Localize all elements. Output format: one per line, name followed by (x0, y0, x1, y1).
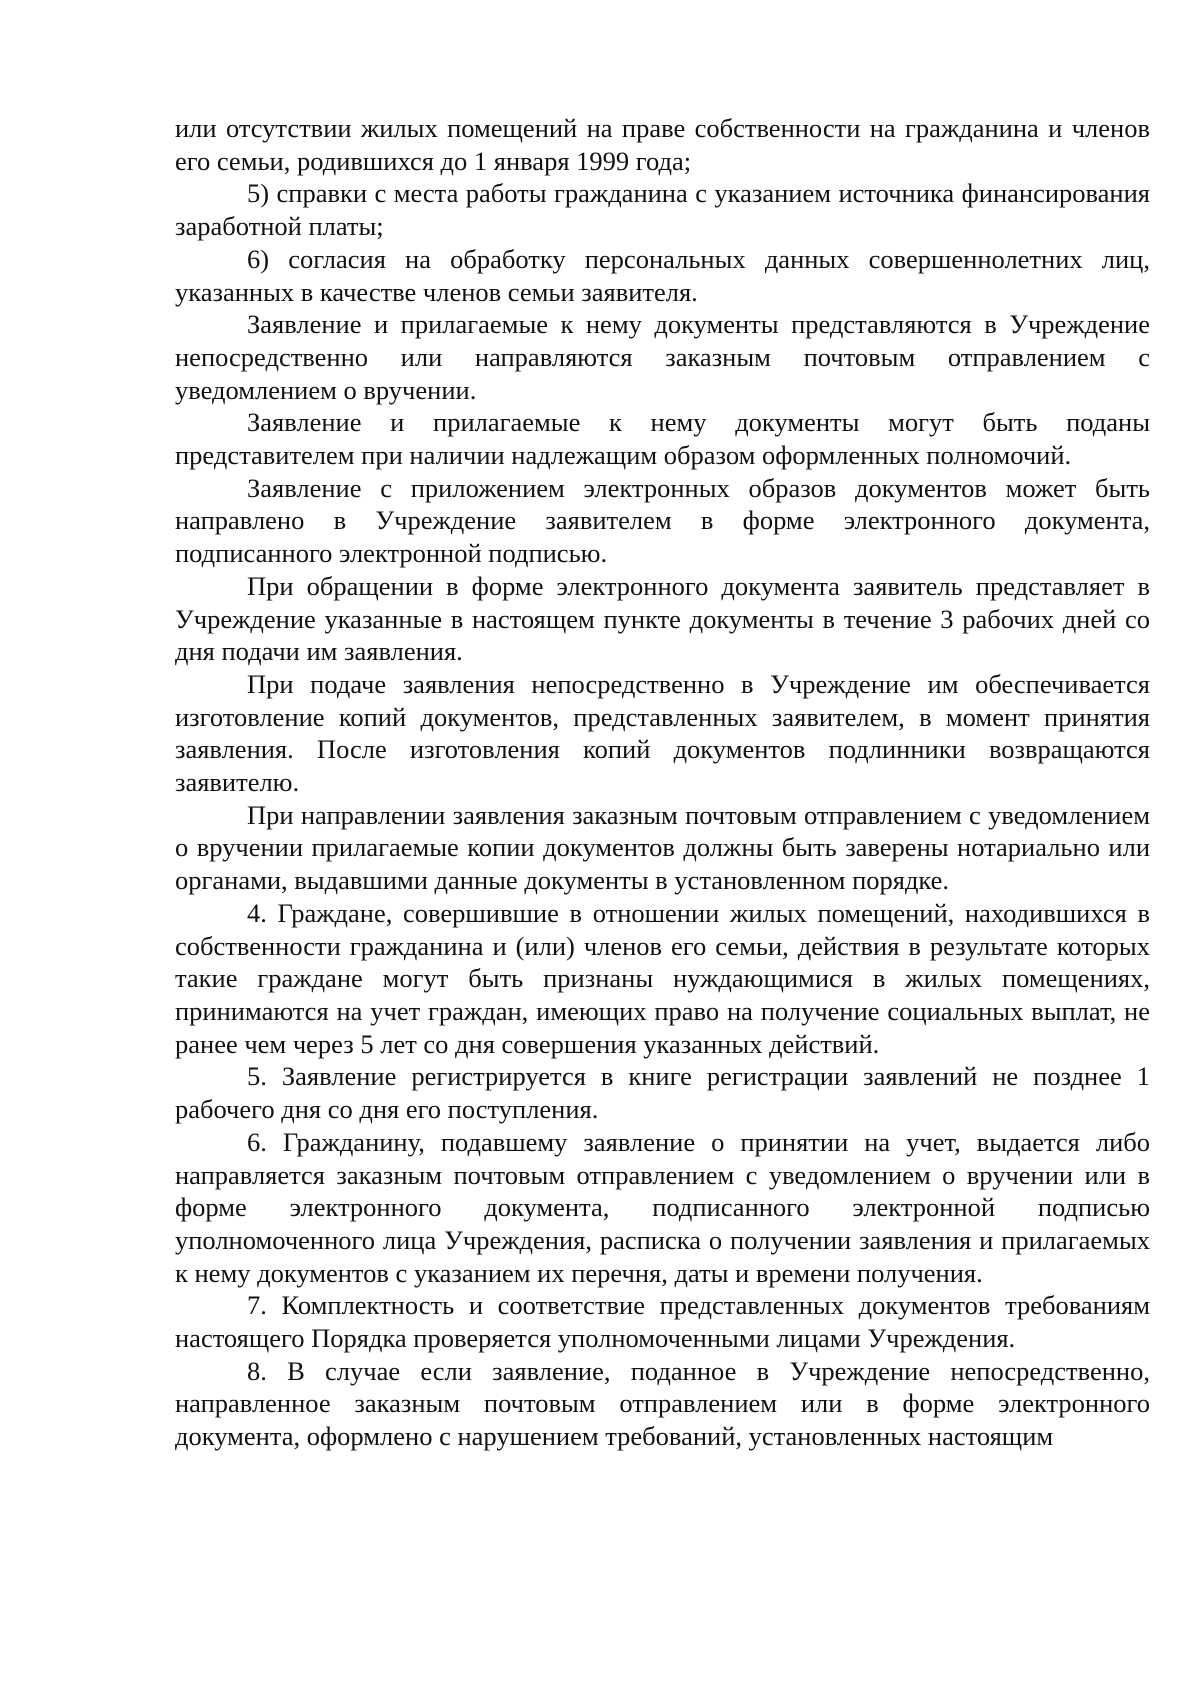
paragraph-clause-5: 5. Заявление регистрируется в книге регистрации заявлений не позднее 1 рабочего дня со дня его поступления. (175, 1061, 1150, 1125)
paragraph-submission: Заявление и прилагаемые к нему документы представляются в Учреждение непосредственно или направляются заказным почтовым отправлением с уведомлением о вручении. (175, 309, 1150, 405)
paragraph-clause-4: 4. Граждане, совершившие в отношении жилых помещений, находившихся в собственности гражданина и (или) членов его семьи, действия в результате которых такие граждане могут быть признаны нуждающимися в жилых помещениях, принимаются на учет граждан, имеющих право на получение социальных выплат, не ранее чем через 5 лет со дня совершения указанных действий. (175, 897, 1150, 1059)
paragraph-electronic-deadline: При обращении в форме электронного документа заявитель представляет в Учреждение указанные в настоящем пункте документы в течение 3 рабочих дней со дня подачи им заявления. (175, 570, 1150, 667)
paragraph-clause-6: 6. Гражданину, подавшему заявление о принятии на учет, выдается либо направляется заказным почтовым отправлением с уведомлением о вручении или в форме электронного документа, подписанного электронной подписью уполномоченного лица Учреждения, расписка о получении заявления и прилагаемых к нему документов с указанием их перечня, даты и времени получения. (175, 1126, 1150, 1288)
paragraph-representative: Заявление и прилагаемые к нему документы могут быть поданы представителем при наличии надлежащим образом оформленных полномочий. (175, 407, 1150, 471)
paragraph-continuation: или отсутствии жилых помещений на праве собственности на гражданина и членов его семьи, родившихся до 1 января 1999 года; (175, 113, 1150, 176)
document-page (175, 112, 1150, 1453)
paragraph-postal: При направлении заявления заказным почтовым отправлением с уведомлением о вручении прилагаемые копии документов должны быть заверены нотариально или органами, выдавшими данные документы в установленном порядке. (175, 799, 1150, 896)
paragraph-item-5: 5) справки с места работы гражданина с указанием источника финансирования заработной платы; (175, 178, 1150, 242)
paragraph-copies: При подаче заявления непосредственно в Учреждение им обеспечивается изготовление копий документов, представленных заявителем, в момент принятия заявления. После изготовления копий документов подлинники возвращаются заявителю. (175, 668, 1150, 798)
paragraph-electronic: Заявление с приложением электронных образов документов может быть направлено в Учреждение заявителем в форме электронного документа, подписанного электронной подписью. (175, 472, 1150, 569)
paragraph-clause-7: 7. Комплектность и соответствие представленных документов требованиям настоящего Порядка проверяется уполномоченными лицами Учреждения. (175, 1290, 1150, 1354)
paragraph-item-6: 6) согласия на обработку персональных данных совершеннолетних лиц, указанных в качестве членов семьи заявителя. (175, 243, 1150, 307)
paragraph-clause-8: 8. В случае если заявление, поданное в Учреждение непосредственно, направленное заказным почтовым отправлением или в форме электронного документа, оформлено с нарушением требований, установленных настоящим (175, 1355, 1150, 1452)
